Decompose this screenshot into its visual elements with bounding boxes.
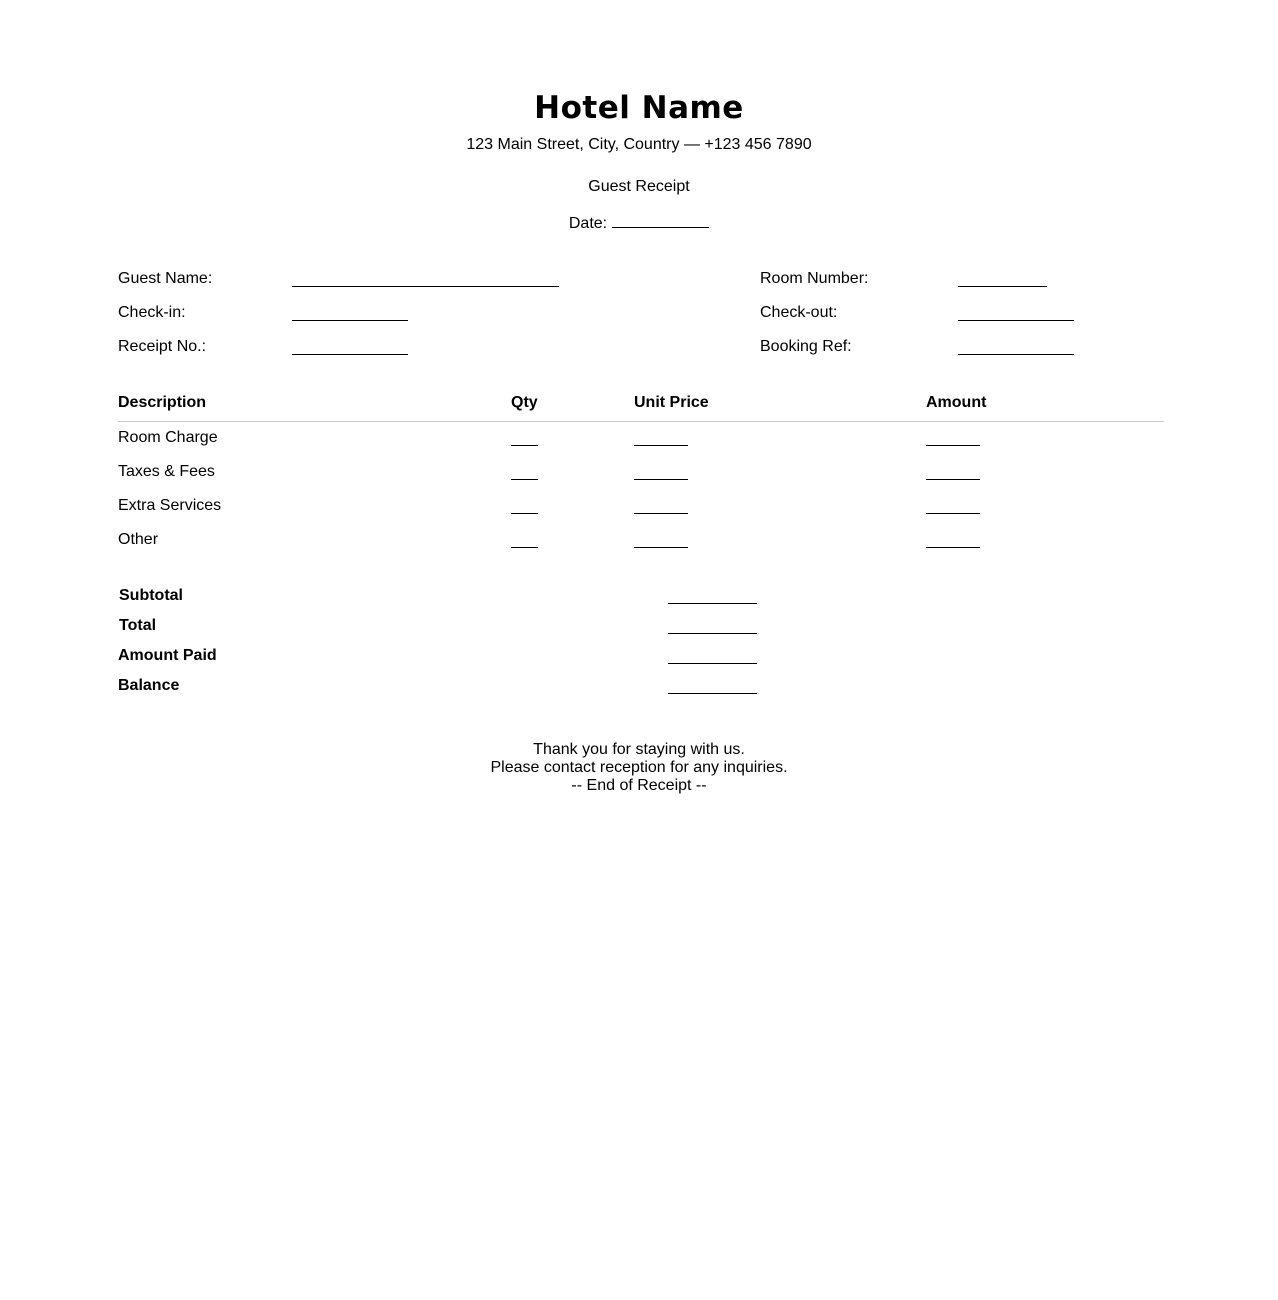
receipt-no-blank	[292, 354, 408, 355]
row-description-other: Other	[118, 531, 159, 548]
date-row	[0, 212, 1278, 233]
total-label: Total	[119, 617, 157, 634]
receipt-footer	[0, 741, 1278, 795]
room-number-blank	[958, 286, 1047, 287]
hotel-name: Hotel Name	[534, 90, 744, 126]
balance-label: Balance	[118, 677, 180, 694]
guest-name-label: Guest Name:	[118, 270, 213, 287]
row-description-extra-services: Extra Services	[118, 497, 222, 514]
col-header-qty: Qty	[511, 394, 538, 411]
date-blank	[612, 212, 709, 228]
row-description-taxes-fees: Taxes & Fees	[118, 463, 215, 480]
table-header-rule	[118, 421, 1164, 422]
check-in-label: Check-in:	[118, 304, 186, 321]
row-qty-blank	[511, 547, 538, 548]
subtotal-blank	[668, 603, 757, 604]
subtotal-label: Subtotal	[119, 587, 183, 604]
row-unit-price-blank	[634, 445, 688, 446]
total-blank	[668, 633, 757, 634]
footer-contact: Please contact reception for any inquiries.	[490, 759, 788, 776]
amount-paid-label: Amount Paid	[118, 647, 217, 664]
balance-blank	[668, 693, 757, 694]
col-header-description: Description	[118, 394, 207, 411]
row-qty-blank	[511, 445, 538, 446]
row-amount-blank	[926, 547, 980, 548]
amount-paid-blank	[668, 663, 757, 664]
receipt-title: Guest Receipt	[588, 178, 690, 195]
row-qty-blank	[511, 513, 538, 514]
row-amount-blank	[926, 513, 980, 514]
footer-end: -- End of Receipt --	[571, 777, 707, 794]
booking-ref-label: Booking Ref:	[760, 338, 852, 355]
col-header-amount: Amount	[926, 394, 987, 411]
check-in-blank	[292, 320, 408, 321]
row-amount-blank	[926, 479, 980, 480]
footer-thanks: Thank you for staying with us.	[533, 741, 745, 758]
hotel-address: 123 Main Street, City, Country — +123 456 7890	[466, 136, 812, 153]
row-unit-price-blank	[634, 513, 688, 514]
col-header-unit-price: Unit Price	[634, 394, 709, 411]
check-out-blank	[958, 320, 1074, 321]
row-description-room-charge: Room Charge	[118, 429, 218, 446]
row-unit-price-blank	[634, 547, 688, 548]
receipt-no-label: Receipt No.:	[118, 338, 207, 355]
row-qty-blank	[511, 479, 538, 480]
check-out-label: Check-out:	[760, 304, 838, 321]
booking-ref-blank	[958, 354, 1074, 355]
row-unit-price-blank	[634, 479, 688, 480]
room-number-label: Room Number:	[760, 270, 869, 287]
date-label: Date:	[568, 215, 608, 232]
row-amount-blank	[926, 445, 980, 446]
guest-name-blank	[292, 286, 559, 287]
